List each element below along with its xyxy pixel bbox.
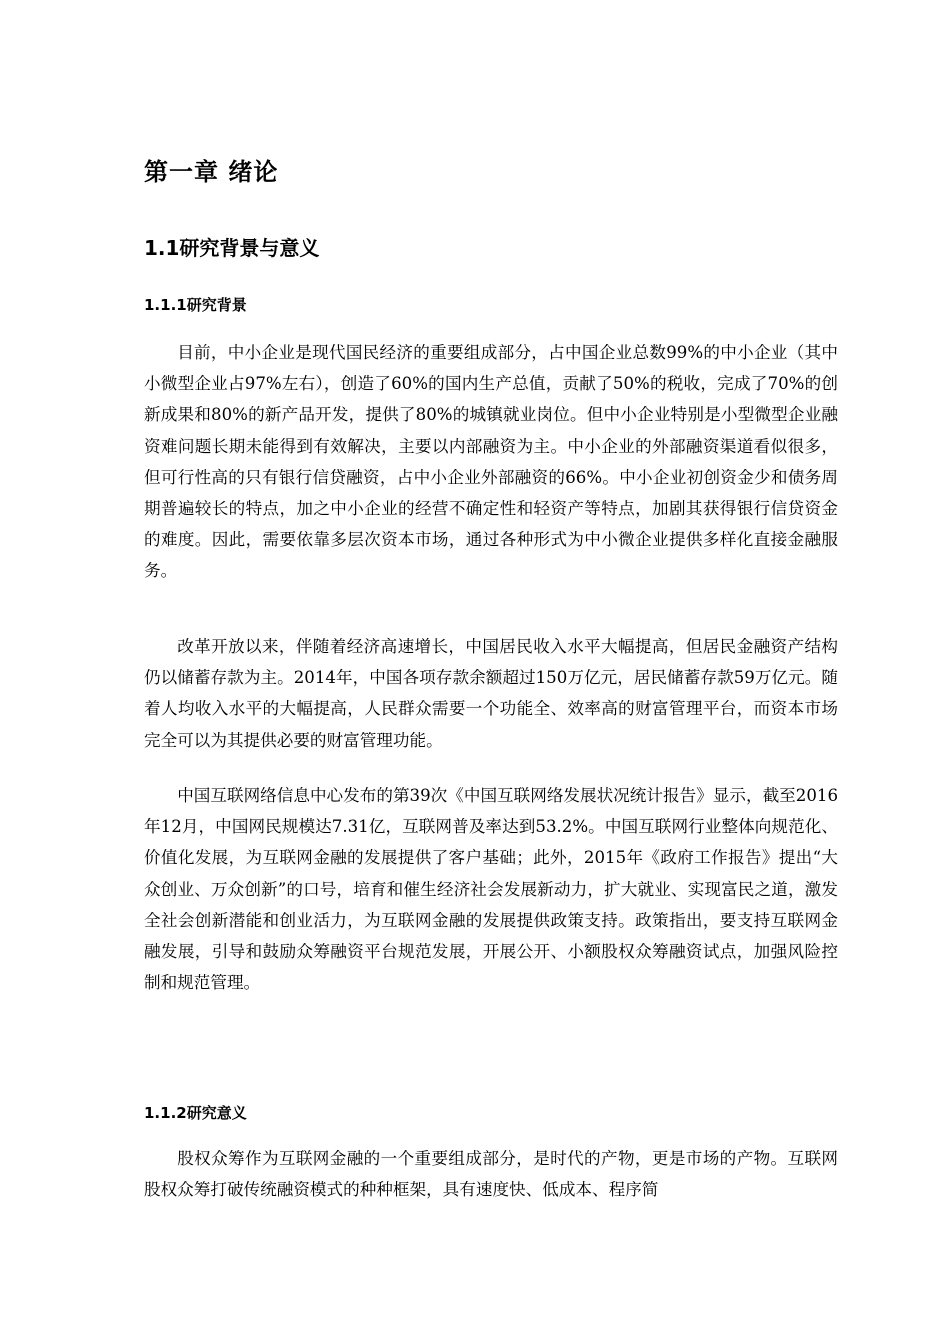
subsection-title-background: 1.1.1研究背景 (144, 296, 247, 314)
paragraph: 中国互联网络信息中心发布的第39次《中国互联网络发展状况统计报告》显示，截至2016年12月，中国网民规模达7.31亿，互联网普及率达到53.2%。中国互联网行业整体向规范化、价值化发展，为互联网金融的发展提供了客户基础；此外，2015年《政府工作报告》提出“大众创业、万众创新”的口号，培育和催生经济社会发展新动力，扩大就业、实现富民之道，激发全社会创新潜能和创业活力，为互联网金融的发展提供政策支持。政策指出，要支持互联网金融发展，引导和鼓励众筹融资平台规范发展，开展公开、小额股权众筹融资试点，加强风险控制和规范管理。 (144, 786, 838, 993)
paragraph: 股权众筹作为互联网金融的一个重要组成部分，是时代的产物，更是市场的产物。互联网股权众筹打破传统融资模式的种种框架，具有速度快、低成本、程序简 (144, 1149, 838, 1200)
chapter-title: 第一章 绪论 (144, 158, 279, 186)
subsection-title-significance: 1.1.2研究意义 (144, 1104, 247, 1122)
paragraph: 目前，中小企业是现代国民经济的重要组成部分，占中国企业总数99%的中小企业（其中小微型企业占97%左右），创造了60%的国内生产总值，贡献了50%的税收，完成了70%的创新成果和80%的新产品开发，提供了80%的城镇就业岗位。但中小企业特别是小型微型企业融资难问题长期未能得到有效解决，主要以内部融资为主。中小企业的外部融资渠道看似很多，但可行性高的只有银行信贷融资，占中小企业外部融资的66%。中小企业初创资金少和债务周期普遍较长的特点，加之中小企业的经营不确定性和轻资产等特点，加剧其获得银行信贷资金的难度。因此，需要依靠多层次资本市场，通过各种形式为中小微企业提供多样化直接金融服务。 (144, 343, 838, 581)
paragraph: 改革开放以来，伴随着经济高速增长，中国居民收入水平大幅提高，但居民金融资产结构仍以储蓄存款为主。2014年，中国各项存款余额超过150万亿元，居民储蓄存款59万亿元。随着人均收入水平的大幅提高，人民群众需要一个功能全、效率高的财富管理平台，而资本市场完全可以为其提供必要的财富管理功能。 (144, 637, 838, 750)
section-title: 1.1研究背景与意义 (144, 236, 320, 260)
